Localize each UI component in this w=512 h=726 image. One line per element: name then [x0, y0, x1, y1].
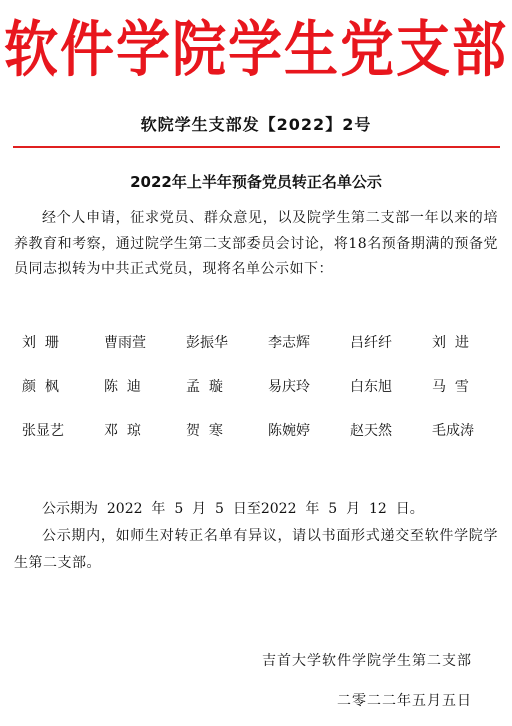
- notice-title: 2022年上半年预备党员转正名单公示: [130, 173, 382, 191]
- name-item: 李志辉: [268, 335, 310, 351]
- name-list: [22, 332, 502, 464]
- name-item: 赵天然: [350, 423, 392, 439]
- objection-note: 公示期内，如师生对转正名单有异议，请以书面形式递交至软件学院学生第二支部。: [14, 528, 498, 571]
- name-item: 易庆玲: [268, 379, 310, 395]
- document-number: 软院学生支部发【2022】2号: [140, 115, 372, 134]
- name-item: 曹雨萱: [104, 335, 146, 351]
- name-item: 刘 进: [432, 335, 469, 351]
- name-item: 颜 枫: [22, 379, 59, 395]
- name-item: 彭振华: [186, 335, 228, 351]
- name-item: 白东旭: [350, 379, 392, 395]
- org-title: 软件学院学生党支部: [4, 14, 508, 85]
- name-item: 陈 迪: [104, 379, 141, 395]
- issuer-signature: 吉首大学软件学院学生第二支部: [262, 653, 472, 669]
- red-divider-line: [13, 146, 500, 148]
- name-item: 刘 珊: [22, 335, 59, 351]
- name-item: 张显艺: [22, 423, 64, 439]
- publicity-period: 公示期为 2022 年 5 月 5 日至2022 年 5 月 12 日。: [42, 501, 424, 517]
- issue-date: 二零二二年五月五日: [337, 693, 472, 709]
- name-item: 陈婉婷: [268, 423, 310, 439]
- name-item: 邓 琼: [104, 423, 141, 439]
- name-item: 马 雪: [432, 379, 469, 395]
- name-item: 贺 寒: [186, 423, 223, 439]
- name-item: 毛成涛: [432, 423, 474, 439]
- name-item: 孟 璇: [186, 379, 223, 395]
- notice-body-paragraph: 经个人申请，征求党员、群众意见，以及院学生第二支部一年以来的培养教育和考察，通过院学生第二支部委员会讨论，将18名预备期满的预备党员同志拟转为中共正式党员，现将名单公示如下：: [14, 210, 498, 277]
- name-item: 吕纤纤: [350, 335, 392, 351]
